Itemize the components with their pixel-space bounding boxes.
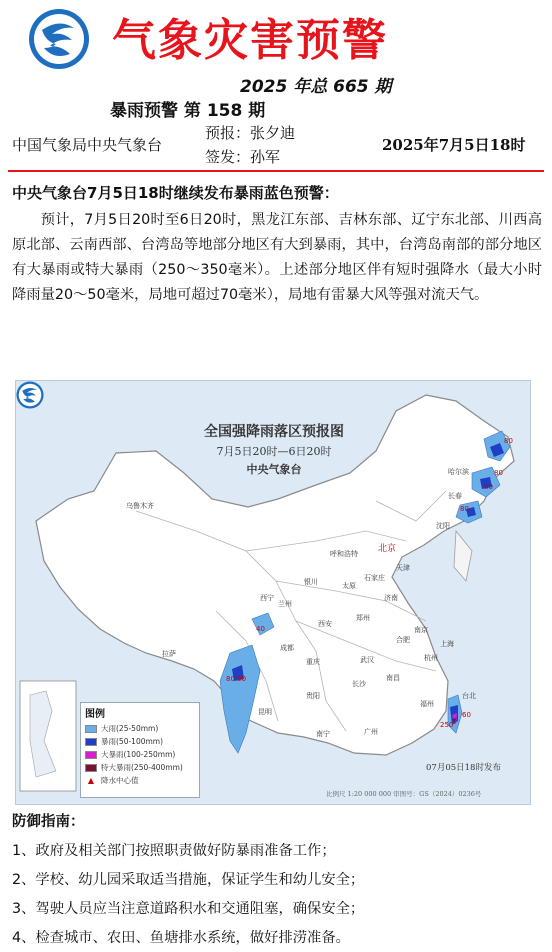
city-lanzhou: 兰州 <box>278 600 292 608</box>
legend-item <box>81 735 199 748</box>
rain-center-value: 80 <box>484 483 493 491</box>
city-nanchang: 南昌 <box>386 674 400 682</box>
guide-title: 防御指南： <box>12 814 85 830</box>
legend-label: 特大暴雨(250-400mm) <box>101 763 183 772</box>
legend-label: 大暴雨(100-250mm) <box>101 750 176 759</box>
document-title: 气象灾害预警 <box>112 15 388 66</box>
map-publish-time: 07月05日18时发布 <box>426 763 501 773</box>
city-shijiazhuang: 石家庄 <box>364 574 385 582</box>
city-harbin: 哈尔滨 <box>448 468 469 476</box>
alert-body: 预计，7月5日20时至6日20时，黑龙江东部、吉林东部、辽宁东北部、川西高原北部、云南西部、台湾岛等地部分地区有大到暴雨，其中，台湾岛南部的部分地区有大暴雨或特大暴雨（250～350毫米）。上述部分地区伴有短时强降水（最大小时降雨量20～50毫米，局地可超过70毫米），局地有雷暴大风等强对流天气。 <box>12 212 542 303</box>
map-cma-logo <box>16 381 44 409</box>
city-chengdu: 成都 <box>280 644 294 652</box>
city-guiyang: 贵阳 <box>306 692 320 700</box>
rain-center-value: 80 <box>504 437 513 445</box>
city-urumqi: 乌鲁木齐 <box>126 502 154 510</box>
legend-swatch <box>85 751 97 759</box>
rain-center-value: 80 <box>494 469 503 477</box>
city-tianjin: 天津 <box>396 564 410 572</box>
rainfall-forecast-map <box>15 380 531 805</box>
rain-center-value: 60 <box>462 711 471 719</box>
map-scale-note: 比例尺 1:20 000 000 审图号：GS（2024）0236号 <box>326 790 482 798</box>
legend-swatch <box>85 738 97 746</box>
cma-logo <box>28 8 90 70</box>
city-hohhot: 呼和浩特 <box>330 550 358 558</box>
legend-swatch <box>85 725 97 733</box>
city-kunming: 昆明 <box>258 708 272 716</box>
legend-item <box>81 722 199 735</box>
city-nanjing: 南京 <box>414 626 428 634</box>
map-subtitle: 7月5日20时—6日20时 <box>216 445 332 458</box>
legend-item <box>81 761 199 774</box>
legend-label: 降水中心值 <box>101 776 139 785</box>
rain-center-marker-icon: ▲ <box>87 776 95 785</box>
city-xian: 西安 <box>318 620 332 628</box>
city-xining: 西宁 <box>260 594 274 602</box>
city-taipei: 台北 <box>462 692 476 700</box>
year-issue-number: 2025 年总 665 期 <box>240 77 392 97</box>
map-legend <box>80 702 200 798</box>
rain-center-value: 80 50 <box>226 675 247 683</box>
city-hangzhou: 杭州 <box>424 654 438 662</box>
guide-item: 3、驾驶人员应当注意道路积水和交通阻塞，确保安全； <box>12 901 365 917</box>
city-nanning: 南宁 <box>316 730 330 738</box>
legend-label: 暴雨(50-100mm) <box>101 737 164 746</box>
legend-title: 图例 <box>85 709 105 720</box>
city-zhengzhou: 郑州 <box>356 614 370 622</box>
city-hefei: 合肥 <box>396 636 410 644</box>
guide-item: 2、学校、幼儿园采取适当措施，保证学生和幼儿安全； <box>12 872 365 888</box>
legend-label: 大雨(25-50mm) <box>101 724 159 733</box>
alert-headline: 中央气象台7月5日18时继续发布暴雨蓝色预警： <box>12 184 339 202</box>
guide-item: 1、政府及相关部门按照职责做好防暴雨准备工作； <box>12 843 336 859</box>
issuer: 中国气象局中央气象台 <box>12 136 163 154</box>
rain-center-value: 250 <box>440 721 454 729</box>
city-wuhan: 武汉 <box>360 656 374 664</box>
rain-center-value: 80 <box>460 505 469 513</box>
warning-issue-number: 暴雨预警 第 158 期 <box>110 101 266 121</box>
city-fuzhou: 福州 <box>420 700 434 708</box>
header-divider <box>8 170 544 172</box>
rain-center-value: 40 <box>256 625 265 633</box>
guide-list <box>12 840 542 952</box>
city-taiyuan: 太原 <box>342 582 356 590</box>
city-jinan: 济南 <box>384 594 398 602</box>
city-lhasa: 拉萨 <box>162 650 176 658</box>
map-org: 中央气象台 <box>246 463 302 476</box>
city-shanghai: 上海 <box>440 640 454 648</box>
city-guangzhou: 广州 <box>364 728 378 736</box>
forecaster: 预报：张夕迪 <box>205 124 296 142</box>
legend-item <box>81 748 199 761</box>
signer: 签发：孙军 <box>205 148 281 166</box>
map-title: 全国强降雨落区预报图 <box>204 424 344 440</box>
legend-swatch <box>85 764 97 772</box>
city-changsha: 长沙 <box>352 680 366 688</box>
city-yinchuan: 银川 <box>304 578 318 586</box>
city-changchun: 长春 <box>448 492 462 500</box>
city-shenyang: 沈阳 <box>436 522 450 530</box>
issue-time: 2025年7月5日18时 <box>382 136 526 154</box>
guide-item: 4、检查城市、农田、鱼塘排水系统，做好排涝准备。 <box>12 930 350 946</box>
city-beijing: 北京 <box>378 544 397 554</box>
city-chongqing: 重庆 <box>306 658 320 666</box>
legend-item <box>81 774 199 787</box>
